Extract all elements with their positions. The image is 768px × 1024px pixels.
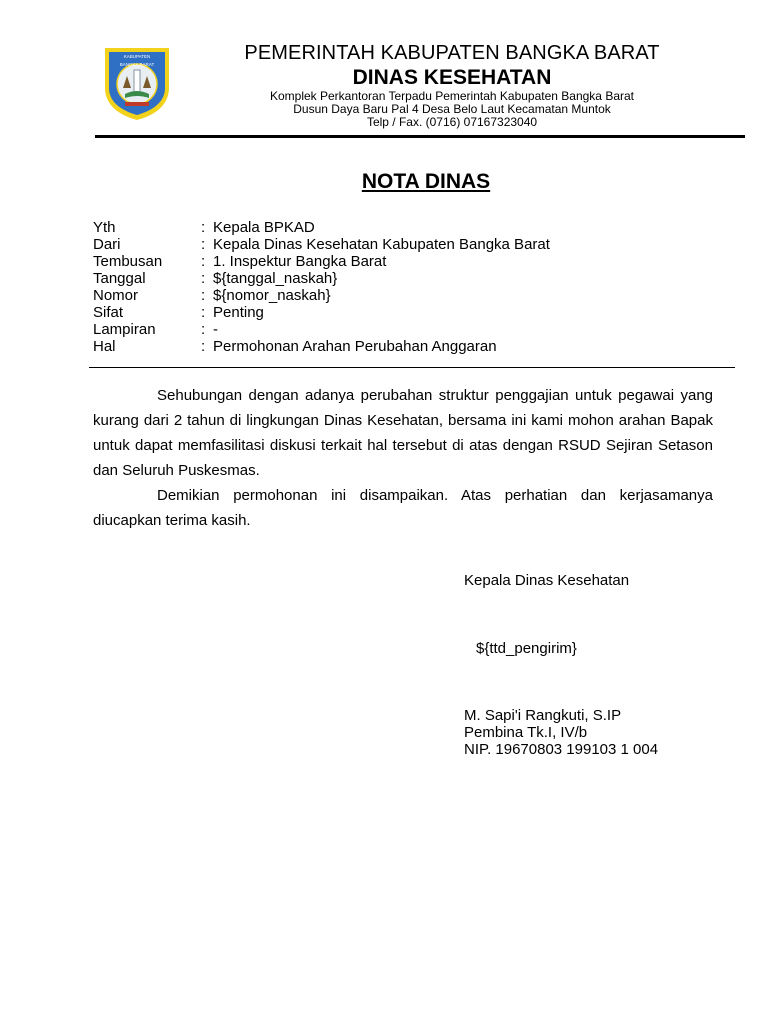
signatory-rank: Pembina Tk.I, IV/b xyxy=(464,724,588,741)
field-value: Penting xyxy=(213,304,264,321)
field-label: Tanggal xyxy=(93,270,146,287)
field-separator: : xyxy=(201,236,206,253)
document-title: NOTA DINAS xyxy=(361,170,491,193)
signature-placeholder: ${ttd_pengirim} xyxy=(476,640,577,657)
field-label: Nomor xyxy=(93,287,139,304)
field-value: ${tanggal_naskah} xyxy=(213,270,338,287)
letterhead-phone: Telp / Fax. (0716) 07167323040 xyxy=(366,115,538,129)
field-label: Tembusan xyxy=(93,253,163,270)
signatory-nip: NIP. 19670803 199103 1 004 xyxy=(464,741,659,758)
logo-text-arc: BANGKA BARAT xyxy=(119,62,155,67)
field-label: Dari xyxy=(93,236,121,253)
field-separator: : xyxy=(201,338,206,355)
fields-divider xyxy=(89,367,735,368)
signature-role: Kepala Dinas Kesehatan xyxy=(464,572,630,589)
field-value: 1. Inspektur Bangka Barat xyxy=(213,253,387,270)
letterhead-address-2: Dusun Daya Baru Pal 4 Desa Belo Laut Kecamatan Muntok xyxy=(293,102,611,116)
field-value: Kepala BPKAD xyxy=(213,219,315,236)
letterhead-office: DINAS KESEHATAN xyxy=(352,66,552,89)
field-separator: : xyxy=(201,270,206,287)
regency-emblem-icon xyxy=(101,44,173,122)
signature-block xyxy=(464,707,658,758)
field-label: Yth xyxy=(93,219,116,236)
field-label: Lampiran xyxy=(93,321,156,338)
body-paragraph-2: Demikian permohonan ini disampaikan. Atas perhatian dan kerjasamanya diucapkan terima kasih. xyxy=(93,487,713,529)
field-separator: : xyxy=(201,253,206,270)
field-separator: : xyxy=(201,321,206,338)
field-separator: : xyxy=(201,287,206,304)
letter-body xyxy=(93,383,713,533)
field-value: - xyxy=(213,321,218,338)
field-value: Permohonan Arahan Perubahan Anggaran xyxy=(213,338,497,355)
field-value: Kepala Dinas Kesehatan Kabupaten Bangka Barat xyxy=(213,236,550,253)
body-paragraph-1: Sehubungan dengan adanya perubahan struktur penggajian untuk pegawai yang kurang dari 2 tahun di lingkungan Dinas Kesehatan, bersama ini kami mohon arahan Bapak untuk dapat memfasilitasi diskusi terkait hal tersebut di atas dengan RSUD Sejiran Setason dan Seluruh Puskesmas. xyxy=(93,387,713,479)
field-value: ${nomor_naskah} xyxy=(213,287,331,304)
field-separator: : xyxy=(201,304,206,321)
field-label: Hal xyxy=(93,338,116,355)
field-label: Sifat xyxy=(93,304,124,321)
letterhead-address-1: Komplek Perkantoran Terpadu Pemerintah Kabupaten Bangka Barat xyxy=(269,89,634,103)
logo-text-top: KABUPATEN xyxy=(123,54,151,59)
letterhead-divider xyxy=(95,135,745,138)
field-separator: : xyxy=(201,219,206,236)
signatory-name: M. Sapi'i Rangkuti, S.IP xyxy=(464,707,622,724)
letterhead-government: PEMERINTAH KABUPATEN BANGKA BARAT xyxy=(244,42,660,64)
